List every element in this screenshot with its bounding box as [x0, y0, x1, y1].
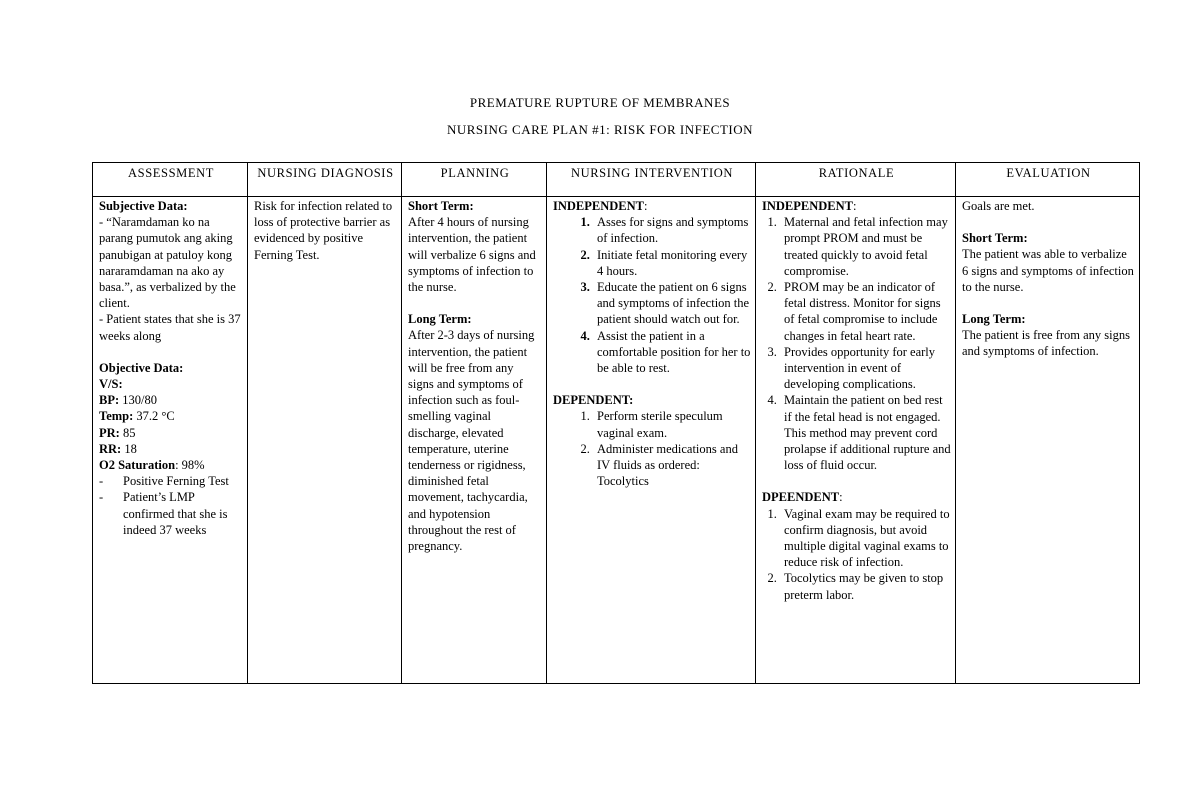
list-item: 1. Vaginal exam may be required to confirm diagnosis, but avoid multiple digital vaginal exams to reduce risk of infection. — [780, 506, 951, 571]
list-item: - Patient’s LMP confirmed that she is indeed 37 weeks — [99, 489, 243, 538]
vital-bp: BP: 130/80 — [99, 393, 157, 408]
vital-o2-saturation: O2 Saturation: 98% — [99, 458, 205, 473]
independent-rationale-list — [762, 214, 951, 473]
diagnosis-text: Risk for infection related to loss of protective barrier as evidenced by positive Ferning Test. — [254, 199, 393, 262]
list-item: - Positive Ferning Test — [99, 473, 243, 489]
header-evaluation: EVALUATION — [956, 163, 1140, 197]
document-title: PREMATURE RUPTURE OF MEMBRANES — [469, 95, 731, 110]
list-item: 2. Initiate fetal monitoring every 4 hours. — [593, 247, 751, 279]
dependent-rationale-label: DPEENDENT: — [762, 490, 843, 505]
eval-long-term-text: The patient is free from any signs and symptoms of infection. — [962, 328, 1131, 359]
list-item: 4. Assist the patient in a comfortable position for her to be able to rest. — [593, 328, 751, 377]
short-term-label: Short Term: — [408, 199, 474, 213]
header-assessment: ASSESSMENT — [93, 163, 248, 197]
vital-signs-label: V/S: — [99, 377, 123, 392]
rationale-cell — [756, 197, 956, 684]
subjective-item: - Patient states that she is 37 weeks along — [99, 312, 241, 343]
eval-short-term-text: The patient was able to verbalize 6 signs and symptoms of infection to the nurse. — [962, 247, 1134, 294]
intervention-cell — [547, 197, 756, 684]
dependent-rationale-list — [762, 506, 951, 603]
long-term-goal: After 2-3 days of nursing intervention, the patient will be free from any signs and symptoms of infection such as foul-smelling vaginal discharge, elevated temperature, uterine tenderness or rigidness, diminished fetal movement, tachycardia, and hypotension throughout the rest of pregnancy. — [408, 328, 535, 554]
header-row — [93, 163, 1140, 197]
vital-pr: PR: 85 — [99, 425, 136, 440]
document-subtitle: NURSING CARE PLAN #1: RISK FOR INFECTION — [446, 122, 754, 137]
vital-rr: RR: 18 — [99, 441, 137, 456]
list-item: 4. Maintain the patient on bed rest if the fetal head is not engaged. This method may prevent cord prolapse if additional rupture and loss of fluid occur. — [780, 392, 951, 473]
independent-interventions-list — [553, 214, 751, 376]
evaluation-cell — [956, 197, 1140, 684]
objective-data-label: Objective Data: — [99, 360, 184, 375]
dependent-interventions-list — [553, 408, 751, 489]
list-item: 3. Educate the patient on 6 signs and symptoms of infection the patient should watch out for. — [593, 279, 751, 328]
content-row — [93, 197, 1140, 684]
list-item: 1. Perform sterile speculum vaginal exam. — [593, 408, 751, 440]
diagnosis-cell — [248, 197, 402, 684]
header-planning: PLANNING — [402, 163, 547, 197]
long-term-label: Long Term: — [408, 312, 472, 327]
header-nursing-diagnosis: NURSING DIAGNOSIS — [248, 163, 402, 197]
subjective-data-label: Subjective Data: — [99, 199, 188, 213]
independent-rationale-label: INDEPENDENT: — [762, 199, 857, 213]
list-item: 1. Asses for signs and symptoms of infection. — [593, 214, 751, 246]
dependent-interventions-label: DEPENDENT: — [553, 393, 634, 408]
objective-findings-list — [99, 473, 243, 538]
independent-interventions-label: INDEPENDENT: — [553, 199, 648, 213]
list-item: 3. Provides opportunity for early intervention in event of developing complications. — [780, 344, 951, 393]
subjective-item: - “Naramdaman ko na parang pumutok ang aking panubigan at patuloy kong nararamdaman na ako ay basa.”, as verbalized by the client. — [99, 215, 236, 311]
list-item: 2. Tocolytics may be given to stop preterm labor. — [780, 570, 951, 602]
header-nursing-intervention: NURSING INTERVENTION — [547, 163, 756, 197]
care-plan-table — [92, 162, 1140, 684]
planning-cell — [402, 197, 547, 684]
header-rationale: RATIONALE — [756, 163, 956, 197]
list-item: 2. PROM may be an indicator of fetal distress. Monitor for signs of fetal compromise to include changes in fetal heart rate. — [780, 279, 951, 344]
list-item: 1. Maternal and fetal infection may prompt PROM and must be treated quickly to avoid fetal compromise. — [780, 214, 951, 279]
goals-status: Goals are met. — [962, 199, 1035, 213]
assessment-cell — [93, 197, 248, 684]
eval-short-term-label: Short Term: — [962, 231, 1028, 246]
short-term-goal: After 4 hours of nursing intervention, the patient will verbalize 6 signs and symptoms of infection to the nurse. — [408, 215, 536, 295]
vital-temp: Temp: 37.2 °C — [99, 409, 175, 424]
eval-long-term-label: Long Term: — [962, 312, 1026, 327]
list-item: 2. Administer medications and IV fluids as ordered: Tocolytics — [593, 441, 751, 490]
